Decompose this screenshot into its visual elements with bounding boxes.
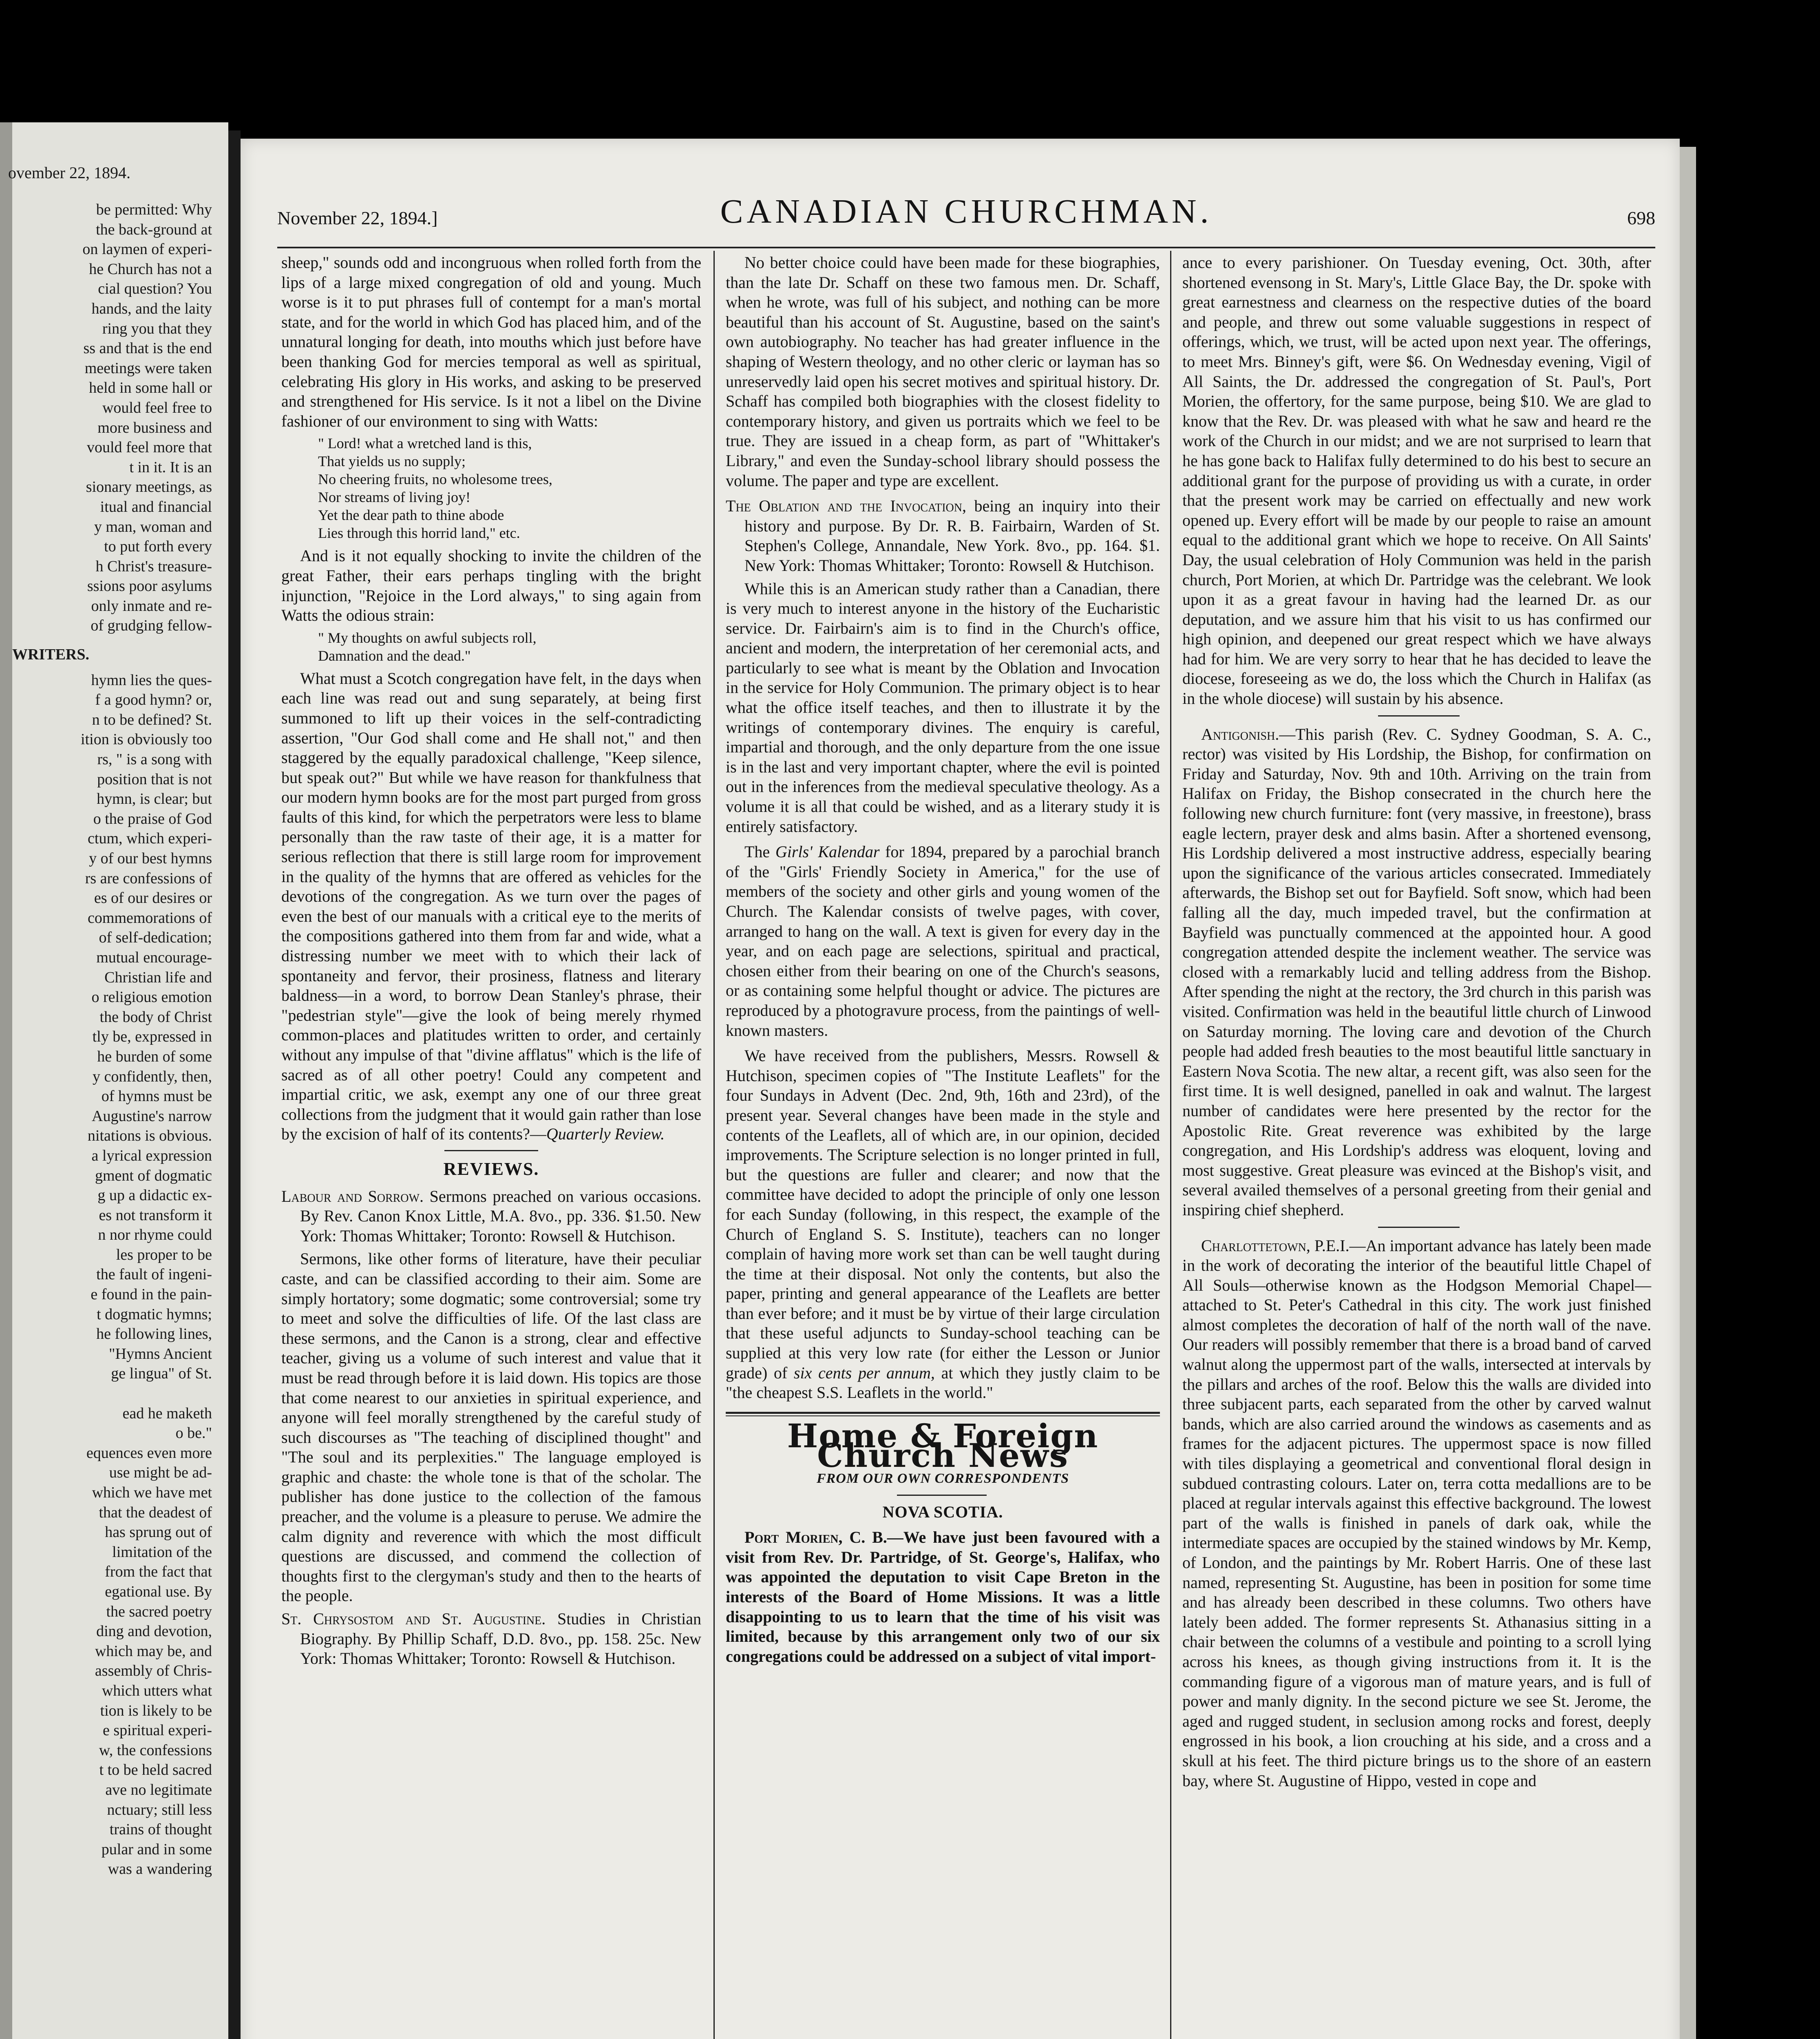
facing-page-line: nctuary; still less [107, 1801, 212, 1818]
review-title: Labour and Sorrow. [281, 1187, 424, 1205]
news-item: Charlottetown, P.E.I.—An important advance has lately been made in the work of decorating the interior of the beautiful little Chapel of All Souls—otherwise known as the Hodgson Memorial Chapel—attached to St. Peter's Cathedral in this city. The work just finished almost completes the decoration of half of the north wall of the nave. Our readers will possibly remember that there is a broad band of carved walnut along the uppermost part of the walls, intersected at intervals by the pillars and arches of the roof. Below this the walls are divided into three subjacent parts, each separated from the other by carved walnut bands, which are also carried around the windows as casements and as frames for the adjacent pictures. The uppermost space is now filled with tiles displaying a geometrical and conventional floral design in subdued contrasting colours. Later on, terra cotta medallions are to be placed at regular intervals against this effective background. The lowest part of the walls is finished in panels of dark oak, while the intermediate spaces are occupied by the stained windows by Mr. Kemp, of London, and the paintings by Mr. Robert Harris. One of these last named, representing St. Augustine, has been in position for some time and has already been described in these columns. Two others have lately been added. The former represents St. Athanasius sitting in a chair between the columns of a vestibule and pointing to a scroll lying across his knees, as though giving instructions from it. It is the commanding figure of a vigorous man of mature years, and is full of power and manly dignity. In the second picture we see St. Jerome, the aged and rugged student, in seclusion among rocks and forest, deeply engrossed in his book, a lion crouching at his side, and a cross and a skull at his feet. The third picture brings us to the shore of an eastern bay, where St. Augustine of Hippo, vested in cope and [1182, 1236, 1652, 1790]
facing-page-line: ding and devotion, [96, 1623, 212, 1640]
page-number: 698 [1627, 208, 1655, 228]
facing-page-line: ition is obviously too [81, 731, 212, 748]
facing-page-line: ctum, which experi- [88, 830, 212, 847]
facing-page-line: to put forth every [104, 538, 212, 555]
facing-page-line: the sacred poetry [106, 1603, 212, 1620]
facing-page-line: a lyrical expression [91, 1147, 212, 1164]
verse-quotation [281, 434, 701, 542]
dateline: Charlottetown, P.E.I. [1201, 1236, 1350, 1255]
facing-page-line: has sprung out of [105, 1524, 212, 1541]
paragraph: Sermons, like other forms of literature, have their peculiar caste, and can be classified according to their aim. Some are simply hortatory; some dogmatic; some controversial; some try to meet and solve the difficulties of life. Of the last class are these sermons, and the Canon is a strong, clear and effective teacher, giving us a volume of such interest and value that it must be read through before it is laid down. His topics are those that come nearest to our anxieties in spiritual experience, and anyone will feel morally strengthened by the careful study of such discourses as "The teaching of disciplined thought" and "The soul and its perplexities." The language employed is graphic and chaste: the whole tone is that of the scholar. The publisher has done justice to the collection of the famous preacher, and the volume is a pleasure to peruse. We admire the calm dignity and reverence with which the most difficult questions are discussed, and commend the collection of thoughts first to the clergyman's study and then to the hearts of the people. [281, 1249, 701, 1605]
column-rule-2 [1170, 251, 1171, 2039]
facing-page-line: hymn lies the ques- [91, 671, 212, 689]
facing-page-line: which may be, and [95, 1642, 212, 1660]
facing-page-lines-b [0, 670, 212, 1879]
facing-page-line: that the deadest of [99, 1504, 212, 1521]
facing-page-line: ave no legitimate [105, 1781, 212, 1798]
section-rule [1378, 715, 1460, 717]
verse-line: " My thoughts on awful subjects roll, [318, 629, 537, 646]
facing-page-line: be permitted: Why [96, 201, 212, 218]
facing-page-line: was a wandering [108, 1860, 212, 1878]
verse-line: Lies through this horrid land," etc. [318, 525, 520, 542]
facing-page-line: hymn, is clear; but [97, 790, 212, 808]
facing-page-line: hands, and the laity [91, 300, 212, 317]
page-edge [1680, 147, 1696, 2039]
facing-page-line: mutual encourage- [96, 949, 212, 966]
facing-page-line: of grudging fellow- [91, 617, 212, 635]
section-rule [1378, 1227, 1460, 1228]
news-item: Antigonish.—This parish (Rev. C. Sydney Goodman, S. A. C., rector) was visited by His Lordship, the Bishop, for confirmation on Friday and Saturday, Nov. 9th and 10th. Arriving on the train from Halifax on Friday, the Bishop consecrated in the church here the following new church furniture: font (very massive, in freestone), brass eagle lectern, prayer desk and alms basin. After a shortened evensong, His Lordship delivered a most instructive address, especially bearing upon the significance of the various articles consecrated. Immediately afterwards, the Bishop set out for Bayfield. Soft snow, which had been falling all the day, much impeded travel, but the confirmation at Bayfield was punctually commenced at the appointed hour. A good congregation attended despite the inclement weather. The service was closed with a remarkably lucid and telling address from the Bishop. After spending the night at the rectory, the 3rd church in this parish was visited. Confirmation was held in the beautiful little church of Linwood on Saturday morning. The loving care and devotion of the Church people had added fresh beauties to the most beautiful little sanctuary in Eastern Nova Scotia. The new altar, a recent gift, was also seen for the first time. It is well designed, panelled in oak and walnut. The largest number of candidates were here presented by the rector for the Apostolic Rite. Great reverence was exhibited by the large congregation, and His Lordship's address was eloquent, loving and most suggestive. Great pleasure was evinced at the Bishop's visit, and several availed themselves of a personal greeting from their genial and inspiring chief shepherd. [1182, 725, 1651, 1219]
facing-page-line: gment of dogmatic [95, 1167, 212, 1184]
facing-page-line: es of our desires or [94, 889, 212, 907]
facing-page-line: o religious emotion [91, 989, 212, 1006]
facing-page-line: w, the confessions [99, 1741, 212, 1759]
facing-page-header: ovember 22, 1894. [8, 164, 130, 182]
facing-page-line: "Hymns Ancient [109, 1345, 212, 1362]
facing-page-line: t dogmatic hymns; [97, 1305, 212, 1323]
section-subheading: FROM OUR OWN CORRESPONDENTS [816, 1471, 1069, 1486]
paragraph [281, 669, 701, 1144]
facing-page-line: e found in the pain- [91, 1286, 212, 1303]
facing-page-section-heading: WRITERS. [12, 646, 89, 663]
facing-page-line: held in some hall or [89, 379, 212, 397]
review-title: St. Chrysostom and St. Augustine. [281, 1610, 546, 1628]
facing-page-line: ring you that they [102, 320, 212, 337]
review-details: Sermons preached on various occasions. By Rev. Canon Knox Little, M.A. 8vo., pp. 336. $1.50. New York: Thomas Whittaker; Toronto: Rowsell & Hutchison. [300, 1187, 701, 1245]
facing-page-line: n to be defined? St. [92, 711, 212, 728]
verse-line: No cheering fruits, no wholesome trees, [318, 471, 552, 488]
verse-line: Yet the dear path to thine abode [318, 507, 504, 524]
facing-page-line: rs are confessions of [85, 869, 212, 887]
column-rule-1 [713, 251, 715, 2039]
review-details: being an inquiry into their history and purpose. By Dr. R. B. Fairbairn, Warden of St. Stephen's College, Annandale, New York. 8vo., pp. 164. $1. New York: Thomas Whittaker; Toronto: Rowsell & Hutchison. [744, 497, 1160, 575]
facing-page-line: more business and [97, 419, 212, 436]
facing-page-line: which we have met [92, 1484, 212, 1501]
facing-page-line: from the fact that [105, 1563, 212, 1581]
region-heading: NOVA SCOTIA. [882, 1502, 1003, 1521]
facing-page-line: y confidently, then, [92, 1068, 212, 1085]
review-title: The Oblation and the Invocation, [726, 497, 966, 515]
review-entry [281, 1609, 701, 1669]
double-rule [726, 1415, 1160, 1416]
facing-page-line: use might be ad- [109, 1464, 212, 1482]
news-item: ance to every parishioner. On Tuesday evening, Oct. 30th, after shortened evensong in St. Mary's, Little Glace Bay, the Dr. spoke with great earnestness and clearness on the respective duties of the board and people, and threw out some valuable suggestions in respect of offerings, which, we trust, will be acted upon next year. The offerings, to meet Mrs. Binney's gift, were $6. On Wednesday evening, Vigil of All Saints, the Dr. addressed the congregation of St. Paul's, Port Morien, the offertory, for the same purpose, being $10. We are glad to know that the Rev. Dr. was pleased with what he saw and heard re the work of the Church in our midst; and we are not surprised to learn that he has gone back to Halifax fully determined to do his best to secure an additional grant for the purpose of providing us with a curate, in order that the present work may be carried on effectually and new work opened up. Every effort will be made by our people to raise an amount equal to the additional grant which we hope to receive. On All Saints' Day, the usual celebration of Holy Communion was held in the parish church, Port Morien, at which Dr. Partridge was the celebrant. We look upon it as a great favour in having had the learned Dr. as our deputation, and we assure him that his visit to us has confirmed our high opinion, and deepened our great respect which we have always had for him. We are very sorry to hear that he has decided to leave the diocese, foreseeing as we do, the loss which the Church in Halifax (as in the whole diocese) will sustain by his absence. [1182, 253, 1651, 708]
publication-title: Girls' Kalendar [775, 843, 880, 861]
facing-page-line: the body of Christ [99, 1008, 212, 1026]
verse-line: That yields us no supply; [318, 453, 466, 470]
double-rule [726, 1412, 1160, 1414]
facing-page-line: y man, woman and [94, 518, 212, 535]
section-rule [444, 1150, 538, 1151]
price-emphasis: six cents per annum, [793, 1363, 935, 1382]
column-3 [1182, 253, 1651, 1794]
facing-page-line: Christian life and [104, 969, 212, 986]
facing-page-line: of hymns must be [101, 1088, 212, 1105]
paragraph: The Girls' Kalendar for 1894, prepared by a parochial branch of the "Girls' Friendly Society in America," for the use of members of the society and other girls and young women of the Church. The Kalendar consists of twelve pages, with cover, arranged to hang on the wall. A text is given for every day in the year, and on each page are selections, spiritual and practical, chosen either from their bearing on one of the Church's seasons, or as containing some helpful thought or advice. The pictures are reproduced by a photogravure process, from the paintings of well-known masters. [726, 843, 1160, 1039]
paragraph-text: What must a Scotch congregation have felt, in the days when each line was read out and sung separately, at being first summoned to lift up their voices in the self-contradicting assertion, "Our God shall come and He shall not," and then staggered by the equally paradoxical challenge, "Keep silence, but speak out?" But while we have reason for thankfulness that our modern hymn books are for the most part purged from gross faults of this kind, for which the perpetrators were less to blame personally than the raw taste of their age, it is a matter for serious reflection that there is still large room for improvement in the quality of the hymns that are offered as vehicles for the devotions of the congregation. As we turn over the pages of even the best of our manuals with a critical eye to the merits of the compositions gathered into them from far and wide, what a distressing number we meet with to which their lack of spontaneity and fervor, their prosiness, flatness and literary baldness—in a word, to borrow Dean Stanley's phrase, their "pedestrian style"—give the look of being merely rhymed common-places and platitudes written to order, and certainly without any impulse of that "divine afflatus" which is the life of sacred as of all other poetry! Could any competent and impartial critic, we ask, exempt any one of our three great collections from the judgment that it would gain rather than lose by the excision of half of its contents?— [281, 669, 701, 1143]
facing-page-line: he burden of some [97, 1048, 212, 1065]
facing-page-line: itual and financial [100, 498, 212, 515]
facing-page-line: o the praise of God [93, 810, 212, 827]
facing-page-line: cial question? You [98, 280, 212, 298]
review-details: Studies in Christian Biography. By Phillip Schaff, D.D. 8vo., pp. 158. 25c. New York: Thomas Whittaker; Toronto: Rowsell & Hutchison. [300, 1610, 702, 1668]
paragraph: sheep," sounds odd and incongruous when rolled forth from the lips of a large mixed congregation of old and young. Much worse is it to put phrases full of contempt for a man's mortal state, and for the world in which God has placed him, and of the unnatural longing for death, into mouths which just before have been thanking God for mercies temporal as well as spiritual, celebrating His glory in His works, and asking to be preserved and strengthened for His service. Is it not a libel on the Divine fashioner of our environment to sing with Watts: [281, 253, 701, 430]
facing-page-line: position that is not [97, 770, 212, 788]
facing-page-line: assembly of Chris- [95, 1662, 212, 1680]
head-rule [277, 247, 1655, 248]
facing-page-line: vould feel more that [86, 439, 212, 456]
facing-page-line: the fault of ingeni- [96, 1266, 212, 1283]
newspaper-title: CANADIAN CHURCHMAN. [720, 192, 1213, 230]
verse-line: Damnation and the dead." [318, 647, 471, 664]
facing-page-line: ge lingua" of St. [111, 1365, 212, 1382]
facing-page-line: of self-dedication; [99, 929, 212, 947]
verse-line: " Lord! what a wretched land is this, [318, 435, 532, 452]
facing-page-line: only inmate and re- [91, 597, 212, 615]
verse-quotation [281, 629, 701, 665]
facing-page-line: tion is likely to be [100, 1702, 212, 1719]
facing-page-line: equences even more [86, 1444, 212, 1462]
news-item: Port Morien, C. B.—We have just been favoured with a visit from Rev. Dr. Partridge, of St. George's, Halifax, who was appointed the deputation to visit Cape Breton in the interests of the Board of Home Missions. It was a little disappointing to us to learn that the time of his visit was limited, because by this arrangement only two of our six congregations could be addressed on a subject of vital import- [726, 1528, 1160, 1665]
facing-page-line: h Christ's treasure- [95, 557, 212, 575]
facing-page-line: tly be, expressed in [92, 1028, 212, 1046]
source-citation: Quarterly Review. [546, 1125, 665, 1143]
facing-page-line: es not transform it [99, 1206, 212, 1224]
paragraph: And is it not equally shocking to invite the children of the great Father, their ears perhaps tingling with the bright injunction, "Rejoice in the Lord always," to sing again from Watts the odious strain: [281, 546, 701, 625]
facing-page-line: n nor rhyme could [98, 1226, 212, 1244]
section-rule [897, 1495, 987, 1496]
facing-page-line: pular and in some [101, 1840, 212, 1858]
facing-page-line: ssions poor asylums [87, 577, 212, 595]
column-2 [726, 253, 1160, 1670]
dateline: Antigonish. [1201, 725, 1279, 743]
facing-page-line: t in it. It is an [129, 458, 212, 476]
facing-page-text [0, 163, 212, 1879]
facing-page-line: y of our best hymns [89, 850, 212, 867]
running-head [277, 192, 1655, 245]
facing-page-line: o be." [175, 1424, 212, 1442]
facing-page-line: commemorations of [88, 909, 212, 927]
facing-page-line: would feel free to [102, 399, 212, 416]
facing-page-line: he Church has not a [89, 260, 212, 278]
facing-page-line: which utters what [102, 1682, 212, 1699]
facing-page-line [0, 1384, 212, 1404]
column-1 [281, 253, 701, 1672]
facing-page-line: ead he maketh [122, 1404, 212, 1422]
book-spine [228, 130, 241, 2039]
facing-page-line: the back-ground at [96, 221, 212, 238]
facing-page-line: les proper to be [116, 1246, 212, 1263]
verse-line: Nor streams of living joy! [318, 489, 470, 506]
facing-page-line: Augustine's narrow [92, 1107, 212, 1125]
facing-page-line: g up a didactic ex- [97, 1187, 212, 1204]
review-entry [281, 1187, 701, 1246]
facing-page-line: egational use. By [105, 1583, 212, 1600]
section-heading-reviews: REVIEWS. [443, 1159, 539, 1179]
facing-page-line: sionary meetings, as [86, 478, 212, 496]
facing-page-line: rs, " is a song with [97, 751, 212, 768]
section-masthead: Home & Foreign Church News [787, 1416, 1099, 1475]
facing-page-line: trains of thought [109, 1821, 212, 1838]
review-entry [726, 496, 1160, 575]
facing-page-line: t to be held sacred [99, 1761, 212, 1779]
facing-page-line: meetings were taken [84, 359, 212, 377]
facing-page-line: nitations is obvious. [87, 1127, 212, 1145]
paragraph: While this is an American study rather than a Canadian, there is very much to interest anyone in the history of the Eucharistic service. Dr. Fairbairn's aim is to find in the Church's office, ancient and modern, the interpretation of her ceremonial acts, and particularly to see what is meant by the Oblation and Invocation in the service for Holy Communion. The primary object is to hear what the office itself teaches, and then to illustrate it by the writings of contemporary divines. The enquiry is careful, impartial and thorough, and the only departure from the one issue is in the last and very important chapter, where the evil is pointed out in the inferences from the medieval speculative theology. As a volume it is all that could be wished, and as a literary study it is entirely satisfactory. [726, 579, 1160, 836]
facing-page-line: on laymen of experi- [82, 241, 212, 258]
facing-page-lines-a [0, 200, 212, 636]
facing-page-line: e spiritual experi- [102, 1722, 212, 1739]
facing-page-line: f a good hymn? or, [95, 691, 212, 709]
facing-page-line: limitation of the [112, 1543, 212, 1561]
facing-page-line: ss and that is the end [83, 340, 212, 357]
paragraph: No better choice could have been made for these biographies, than the late Dr. Schaff on these two famous men. Dr. Schaff, when he wrote, was full of his subject, and nothing can be more beautiful than his account of St. Augustine, based on the saint's own autobiography. No teacher has had greater influence in the shaping of Western theology, and no other cleric or layman has so unreservedly laid open his secret motives and spiritual history. Dr. Schaff has compiled both biographies with the closest fidelity to contemporary history, and given us portraits which we feel to be true. They are issued in a cheap form, as part of "Whittaker's Library," and even the Sunday-school library should possess the volume. The paper and type are excellent. [726, 253, 1160, 490]
running-head-date: November 22, 1894.] [277, 208, 438, 228]
dateline: Port Morien, C. B. [744, 1528, 887, 1547]
paragraph: We have received from the publishers, Messrs. Rowsell & Hutchison, specimen copies of "The Institute Leaflets" for the four Sundays in Advent (Dec. 2nd, 9th, 16th and 23rd), of the present year. Several changes have been made in the style and contents of the Leaflets, all of which are, in our opinion, decided improvements. The Scripture selection is no longer printed in full, but the questions are fuller and clearer; and now that the committee have decided to adopt the principle of only one lesson for each Sunday (following, in this respect, the example of the Church of England S. S. Institute), teachers can no longer complain of having more work set than can be well taught during the time at their disposal. Not only the contents, but also the paper, printing and general appearance of the Leaflets are better than ever before; and it must be by virtue of their large circulation that these useful adjuncts to Sunday-school teaching can be supplied at this very low rate (for either the Lesson or Junior grade) of six cents per annum, at which they justly claim to be "the cheapest S.S. Leaflets in the world." [726, 1046, 1160, 1402]
facing-page-line: he following lines, [96, 1325, 212, 1343]
